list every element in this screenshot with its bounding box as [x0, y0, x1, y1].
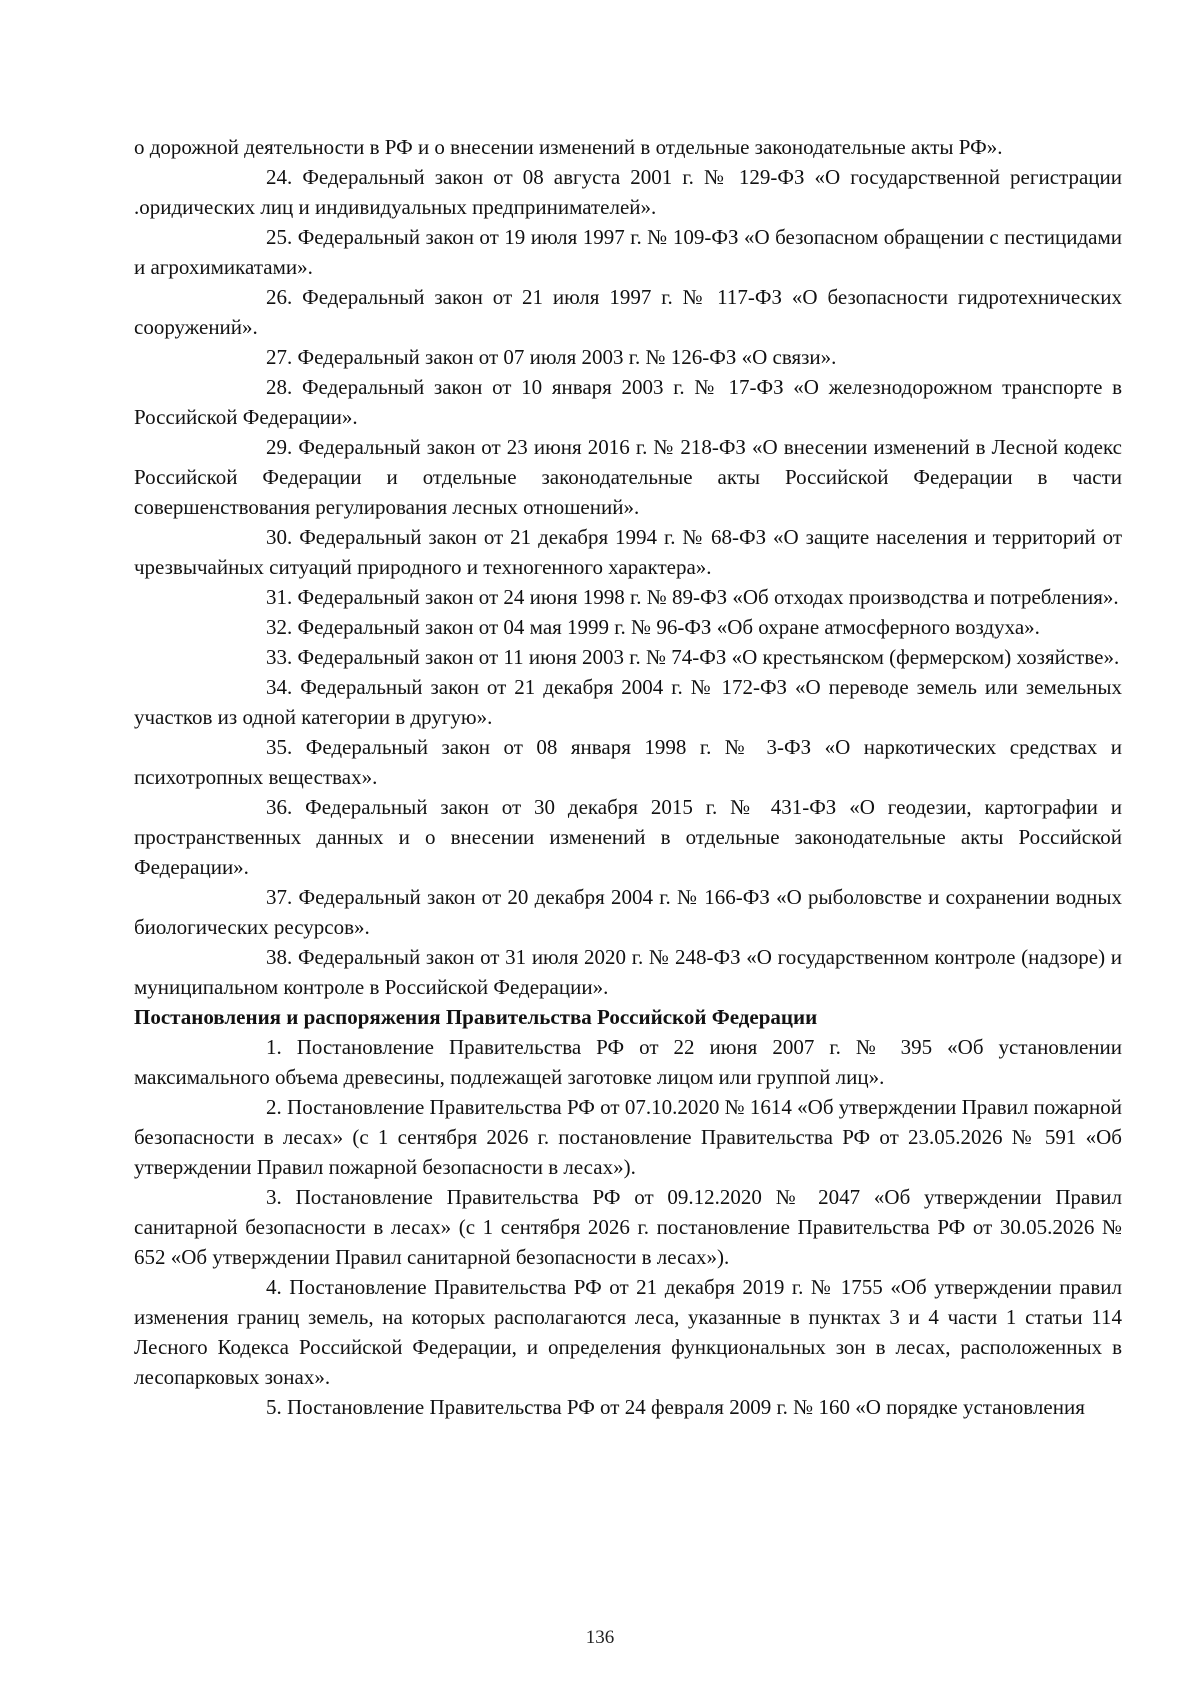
law-item-number: 36.	[266, 795, 293, 819]
law-item-number: 34.	[266, 675, 293, 699]
law-item-36	[134, 792, 1122, 882]
law-item-text: Федеральный закон от 21 декабря 1994 г. № 68-ФЗ «О защите населения и территорий от чрезвычайных ситуаций природного и техногенного характера».	[134, 525, 1123, 579]
law-item-text: Федеральный закон от 04 мая 1999 г. № 96-ФЗ «Об охране атмосферного воздуха».	[297, 615, 1040, 639]
law-item-number: 37.	[266, 885, 293, 909]
law-item-27	[134, 342, 1122, 372]
law-item-text: Федеральный закон от 07 июля 2003 г. № 126-ФЗ «О связи».	[297, 345, 837, 369]
resolution-item-number: 2.	[266, 1095, 282, 1119]
law-item-text: Федеральный закон от 30 декабря 2015 г. № 431-ФЗ «О геодезии, картографии и пространственных данных и о внесении изменений в отдельные законодательные акты Российской Федерации».	[134, 795, 1122, 879]
law-item-text: Федеральный закон от 10 января 2003 г. № 17-ФЗ «О железнодорожном транспорте в Российской Федерации».	[134, 375, 1123, 429]
law-item-number: 31.	[266, 585, 293, 609]
resolution-item-5	[134, 1392, 1122, 1422]
resolution-item-2	[134, 1092, 1122, 1182]
law-item-number: 26.	[266, 285, 293, 309]
resolution-item-number: 4.	[266, 1275, 282, 1299]
resolution-item-text: Постановление Правительства РФ от 22 июня 2007 г. № 395 «Об установлении максимального объема древесины, подлежащей заготовке лицом или группой лиц».	[134, 1035, 1123, 1089]
law-item-28	[134, 372, 1122, 432]
law-item-24	[134, 162, 1122, 222]
law-item-37	[134, 882, 1122, 942]
law-item-number: 28.	[266, 375, 293, 399]
law-item-34	[134, 672, 1122, 732]
resolution-item-number: 3.	[266, 1185, 282, 1209]
law-item-text: Федеральный закон от 19 июля 1997 г. № 109-ФЗ «О безопасном обращении с пестицидами и агрохимикатами».	[134, 225, 1123, 279]
law-item-25	[134, 222, 1122, 282]
law-item-number: 25.	[266, 225, 293, 249]
law-item-35	[134, 732, 1122, 792]
law-item-text: Федеральный закон от 08 января 1998 г. № 3-ФЗ «О наркотических средствах и психотропных веществах».	[134, 735, 1122, 789]
law-item-text: Федеральный закон от 21 декабря 2004 г. № 172-ФЗ «О переводе земель или земельных участков из одной категории в другую».	[134, 675, 1122, 729]
law-item-30	[134, 522, 1122, 582]
law-item-text: Федеральный закон от 21 июля 1997 г. № 117-ФЗ «О безопасности гидротехнических сооружений».	[134, 285, 1123, 339]
resolution-item-number: 5.	[266, 1395, 282, 1419]
resolution-item-text: Постановление Правительства РФ от 09.12.2020 № 2047 «Об утверждении Правил санитарной безопасности в лесах» (с 1 сентября 2026 г. постановление Правительства РФ от 30.05.2026 № 652 «Об утверждении Правил санитарной безопасности в лесах»).	[134, 1185, 1122, 1269]
resolution-item-text: Постановление Правительства РФ от 24 февраля 2009 г. № 160 «О порядке установления	[287, 1395, 1085, 1419]
law-item-text: Федеральный закон от 20 декабря 2004 г. № 166-ФЗ «О рыболовстве и сохранении водных биологических ресурсов».	[134, 885, 1123, 939]
resolution-item-text: Постановление Правительства РФ от 21 декабря 2019 г. № 1755 «Об утверждении правил изменения границ земель, на которых располагаются леса, указанные в пунктах 3 и 4 части 1 статьи 114 Лесного Кодекса Российской Федерации, и определения функциональных зон в лесах, расположенных в лесопарковых зонах».	[134, 1275, 1122, 1389]
law-item-31	[134, 582, 1122, 612]
law-item-number: 29.	[266, 435, 293, 459]
law-item-number: 38.	[266, 945, 293, 969]
law-item-29	[134, 432, 1122, 522]
law-item-32	[134, 612, 1122, 642]
law-item-number: 35.	[266, 735, 293, 759]
law-item-number: 33.	[266, 645, 293, 669]
page-number: 136	[585, 1627, 615, 1648]
resolution-item-text: Постановление Правительства РФ от 07.10.2020 № 1614 «Об утверждении Правил пожарной безопасности в лесах» (с 1 сентября 2026 г. постановление Правительства РФ от 23.05.2026 № 591 «Об утверждении Правил пожарной безопасности в лесах»).	[134, 1095, 1123, 1179]
law-item-text: Федеральный закон от 24 июня 1998 г. № 89-ФЗ «Об отходах производства и потребления».	[297, 585, 1119, 609]
law-item-text: Федеральный закон от 23 июня 2016 г. № 218-ФЗ «О внесении изменений в Лесной кодекс Российской Федерации и отдельные законодательные акты Российской Федерации в части совершенствования регулирования лесных отношений».	[134, 435, 1123, 519]
law-item-38	[134, 942, 1122, 1002]
resolution-item-1	[134, 1032, 1122, 1092]
law-item-text: Федеральный закон от 11 июня 2003 г. № 74-ФЗ «О крестьянском (фермерском) хозяйстве».	[297, 645, 1120, 669]
law-item-number: 32.	[266, 615, 293, 639]
resolution-item-number: 1.	[266, 1035, 282, 1059]
law-item-text: Федеральный закон от 31 июля 2020 г. № 248-ФЗ «О государственном контроле (надзоре) и муниципальном контроле в Российской Федерации».	[134, 945, 1123, 999]
law-item-number: 24.	[266, 165, 293, 189]
law-item-text: Федеральный закон от 08 августа 2001 г. № 129-ФЗ «О государственной регистрации .оридических лиц и индивидуальных предпринимателей».	[134, 165, 1122, 219]
resolution-item-4	[134, 1272, 1122, 1392]
continuation-paragraph: о дорожной деятельности в РФ и о внесении изменений в отдельные законодательные акты РФ».	[134, 135, 1003, 159]
law-item-number: 27.	[266, 345, 293, 369]
law-item-number: 30.	[266, 525, 293, 549]
section-heading: Постановления и распоряжения Правительства Российской Федерации	[134, 1005, 818, 1029]
law-item-26	[134, 282, 1122, 342]
resolution-item-3	[134, 1182, 1122, 1272]
page-content	[134, 132, 1122, 1422]
law-item-33	[134, 642, 1122, 672]
